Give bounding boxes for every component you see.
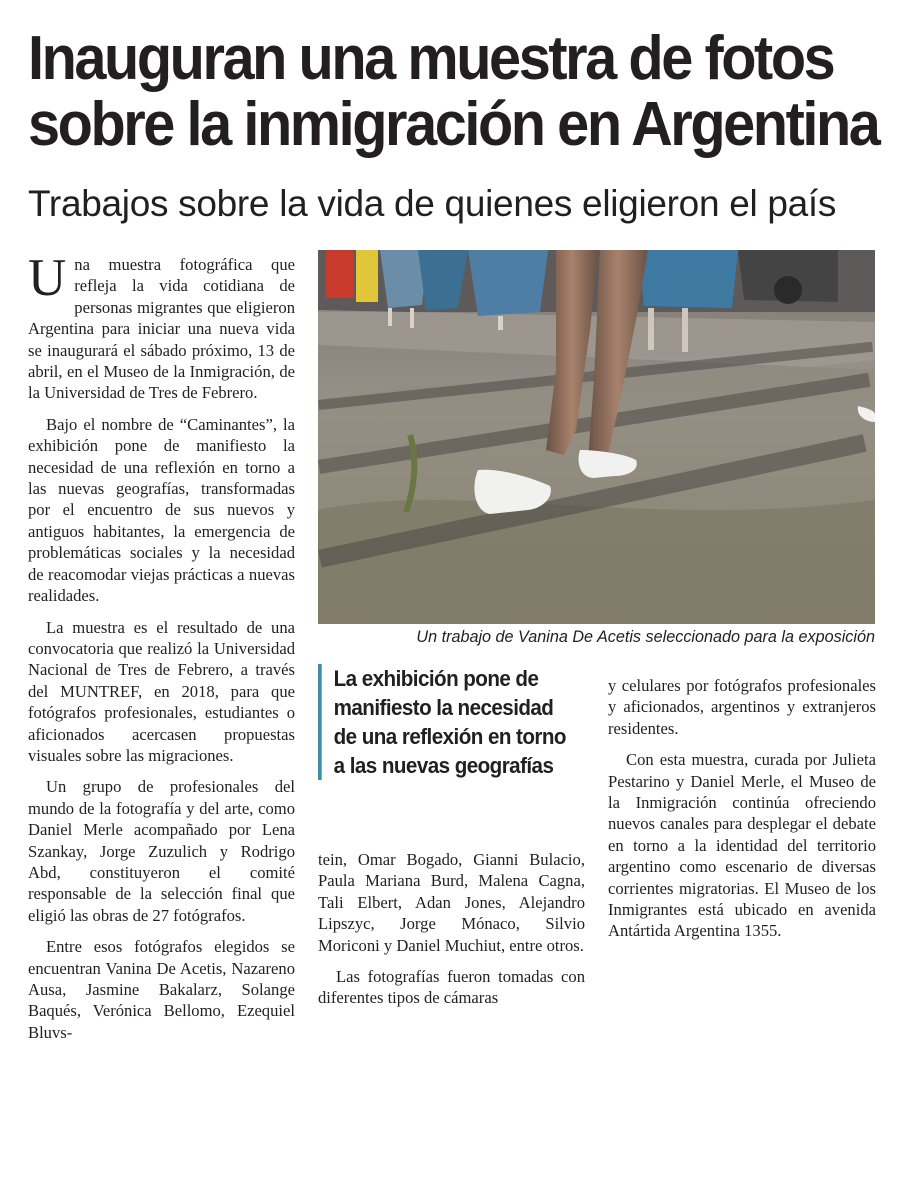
article-column-2 [318, 849, 585, 1009]
headline-line-1: Inauguran una muestra de fotos [28, 24, 834, 93]
photo-illustration [318, 250, 875, 624]
pull-quote-line-2: manifiesto la necesidad [333, 695, 554, 720]
paragraph-2: Bajo el nombre de “Caminantes”, la exhibición pone de manifiesto la necesidad de una reflexión en torno a las nuevas geografías, transformadas por el encuentro de sus nuevos y antiguos habitantes, la emergencia de problemáticas sociales y la necesidad de reacomodar viejas prácticas a nuevas realidades. [28, 414, 295, 606]
article-column-1 [28, 249, 295, 1043]
paragraph-6-continued: y celulares por fotógrafos profesionales y aficionados, argentinos y extranjeros residentes. [608, 676, 876, 738]
pull-quote-line-1: La exhibición pone de [333, 666, 539, 691]
paragraph-7: Con esta muestra, curada por Julieta Pestarino y Daniel Merle, el Museo de la Inmigración continúa ofreciendo nuevos canales para desplegar el debate en torno a la identidad del territorio argentino como escenario de diversas corrientes migratorias. El Museo de los Inmigrantes está ubicado en avenida Antártida Argentina 1355. [608, 750, 876, 941]
pull-quote [318, 664, 584, 780]
photo-caption: Un trabajo de Vanina De Acetis seleccionado para la exposición [416, 628, 875, 646]
article-photo [318, 250, 875, 624]
paragraph-1 [28, 249, 295, 404]
paragraph-1-text: na muestra fotográfica que refleja la vida cotidiana de personas migrantes que eligieron Argentina para iniciar una nueva vida se inaugurará el sábado próximo, 13 de abril, en el Museo de la Inmigración, de la Universidad de Tres de Febrero. [28, 255, 295, 403]
paragraph-4: Un grupo de profesionales del mundo de la fotografía y del arte, como Daniel Merle acompañado por Lena Szankay, Jorge Zuzulich y Rodrigo Abd, constituyeron el comité responsable de la selección final que eligió las obras de 27 fotógrafos. [28, 777, 295, 925]
paragraph-6: Las fotografías fueron tomadas con diferentes tipos de cámaras [318, 967, 585, 1008]
pull-quote-line-3: de una reflexión en torno [333, 724, 566, 749]
drop-cap: U [28, 249, 67, 307]
pull-quote-line-4: a las nuevas geografías [333, 753, 554, 778]
paragraph-5-continued: tein, Omar Bogado, Gianni Bulacio, Paula Mariana Burd, Malena Cagna, Tali Elbert, Adan Jones, Alejandro Lipszyc, Jorge Mónaco, Silvio Moriconi y Daniel Muchiut, entre otros. [318, 850, 585, 955]
subheadline: Trabajos sobre la vida de quienes eligieron el país [28, 183, 837, 224]
paragraph-5: Entre esos fotógrafos elegidos se encuentran Vanina De Acetis, Nazareno Ausa, Jasmine Bakalarz, Solange Baqués, Verónica Bellomo, Ezequiel Bluvs- [28, 937, 295, 1042]
headline-line-2: sobre la inmigración en Argentina [28, 90, 879, 159]
paragraph-3: La muestra es el resultado de una convocatoria que realizó la Universidad Nacional de Tres de Febrero, a través del MUNTREF, en 2018, para que fotógrafos profesionales, estudiantes o aficionados acercasen propuestas visuales sobre las migraciones. [28, 617, 295, 765]
headline [28, 24, 879, 159]
article-column-3 [608, 675, 876, 942]
